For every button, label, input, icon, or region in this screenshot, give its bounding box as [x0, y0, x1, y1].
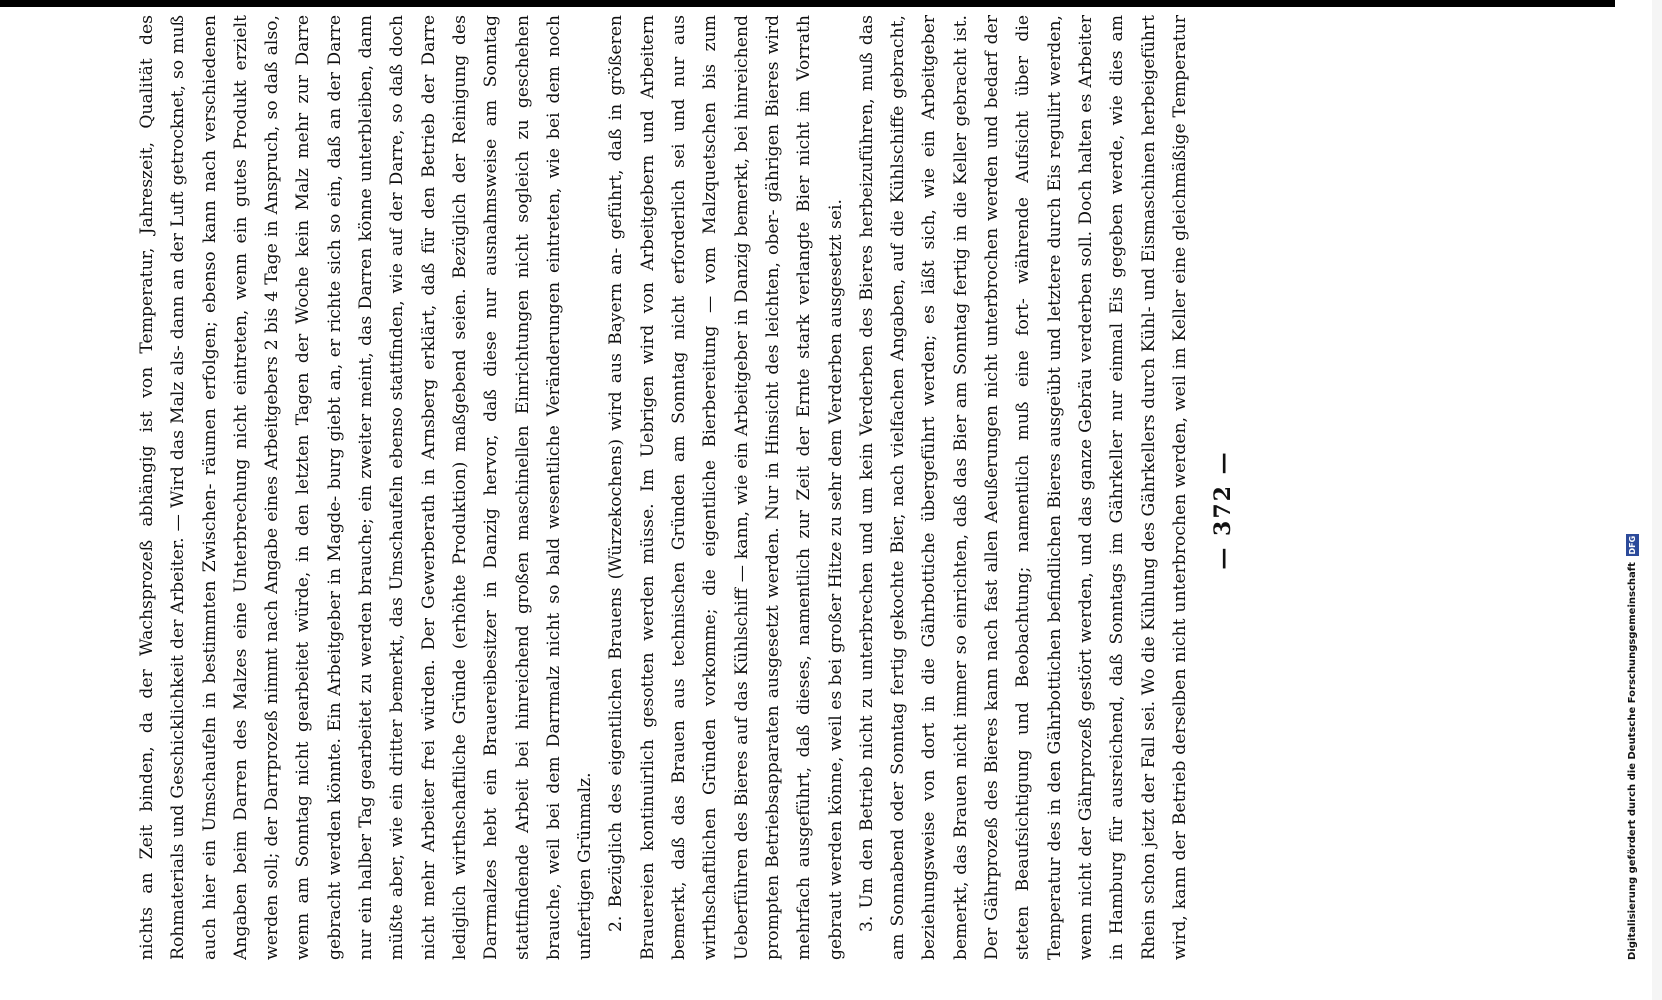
funding-note: [1625, 30, 1639, 960]
funding-text: Digitalisierung gefördert durch die Deutsche Forschungsgemeinschaft: [1626, 562, 1638, 960]
body-text: [132, 15, 1192, 960]
paragraph-malting: nichts an Zeit binden, da der Wachsprozeß abhängig ist von Temperatur, Jahreszeit, Qualität des Rohmaterials und Geschicklichkeit der Arbeiter. — Wird das Malz als- dann an der Luft getrocknet, so muß auch hier ein Umschaufeln in bestimmten Zwischen- räumen erfolgen; ebenso kann nach verschiedenen Angaben beim Darren des Malzes eine Unterbrechung nicht eintreten, wenn ein gutes Produkt erzielt werden soll; der Darrprozeß nimmt nach Angabe eines Arbeitgebers 2 bis 4 Tage in Anspruch, so daß also, wenn am Sonntag nicht gearbeitet würde, in den letzten Tagen der Woche kein Malz mehr zur Darre gebracht werden könnte. Ein Arbeitgeber in Magde- burg giebt an, er richte sich so ein, daß an der Darre nur ein halber Tag gearbeitet zu werden brauche; ein zweiter meint, das Darren könne unterbleiben, dann müßte aber, wie ein dritter bemerkt, das Umschaufeln ebenso stattfinden, wie auf der Darre, so daß doch nicht mehr Arbeiter frei würden. Der Gewerberath in Arnsberg erklärt, daß für den Betrieb der Darre lediglich wirthschaftliche Gründe (erhöhte Produktion) maßgebend seien. Bezüglich der Reinigung des Darrmalzes hebt ein Brauereibesitzer in Danzig hervor, daß diese nur ausnahmsweise am Sonntag stattfindende Arbeit bei hinreichend großen maschinellen Einrichtungen nicht sogleich zu geschehen brauche, weil bei dem Darrmalz nicht so bald wesentliche Veränderungen eintreten, wie bei dem noch unfertigen Grünmalz.: [137, 15, 596, 960]
page-number-header: — 372 —: [1210, 450, 1236, 570]
paragraph-fermentation: 3. Um den Betrieb nicht zu unterbrechen und um kein Verderben des Bieres herbeizuführen, muß das am Sonnabend oder Sonntag fertig gekochte Bier, nach vielfachen Angaben, auf die Kühlschiffe gebracht, beziehungsweise von dort in die Gährbottiche übergeführt werden; es läßt sich, wie ein Arbeitgeber bemerkt, das Brauen nicht immer so einrichten, daß das Bier am Sonntag fertig in die Keller gebracht ist. Der Gährprozeß des Bieres kann nach fast allen Aeußerungen nicht unterbrochen werden und bedarf der steten Beaufsichtigung und Beobachtung; namentlich muß eine fort- währende Aufsicht über die Temperatur des in den Gährbottichen befindlichen Bieres ausgeübt und letztere durch Eis regulirt werden, wenn nicht der Gährprozeß gestört werden, und das ganze Gebräu verderben soll. Doch halten es Arbeiter in Hamburg für ausreichend, daß Sonntags im Gährkeller nur einmal Eis gegeben werde, wie dies am Rhein schon jetzt der Fall sei. Wo die Kühlung des Gährkellers durch Kühl- und Eismaschinen herbeigeführt wird, kann der Betrieb derselben nicht unterbrochen werden, weil im Keller eine gleichmäßige Temperatur: [856, 15, 1190, 960]
dfg-logo: DFG: [1627, 535, 1637, 555]
paragraph-brewing: 2. Bezüglich des eigentlichen Brauens (Würzekochens) wird aus Bayern an- geführt, daß in größeren Brauereien kontinuirlich gesotten werden müsse. Im Uebrigen wird von Arbeitgebern und Arbeitern bemerkt, daß das Brauen aus technischen Gründen am Sonntag nicht erforderlich sei und nur aus wirthschaftlichen Gründen vorkomme; die eigentliche Bierbereitung — vom Malzquetschen bis zum Ueberführen des Bieres auf das Kühlschiff — kann, wie ein Arbeitgeber in Danzig bemerkt, bei hinreichend prompten Betriebsapparaten ausgesetzt werden. Nur in Hinsicht des leichten, ober- gährigen Bieres wird mehrfach ausgeführt, daß dieses, namentlich zur Zeit der Ernte stark verlangte Bier nicht im Vorrath gebraut werden könne, weil es bei großer Hitze zu sehr dem Verderben ausgesetzt sei.: [606, 15, 846, 960]
